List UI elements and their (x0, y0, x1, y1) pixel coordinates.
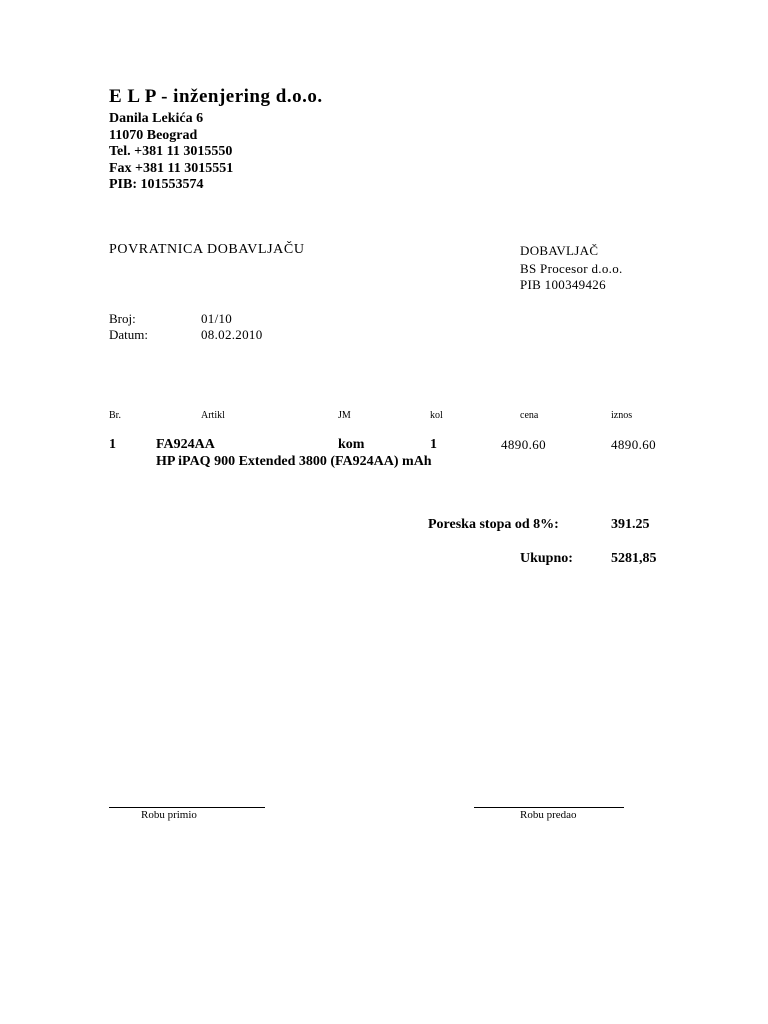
signature-line-received (109, 807, 265, 808)
datum-label: Datum: (109, 327, 148, 342)
row-jm: kom (338, 437, 365, 452)
company-tel: Tel. +381 11 3015550 (109, 144, 233, 159)
row-description: HP iPAQ 900 Extended 3800 (FA924AA) mAh (156, 454, 432, 469)
company-pib: PIB: 101553574 (109, 177, 204, 192)
signature-line-delivered (474, 807, 624, 808)
supplier-pib: PIB 100349426 (520, 277, 606, 292)
header-artikl: Artikl (201, 410, 225, 421)
company-city: 11070 Beograd (109, 128, 198, 143)
row-kol: 1 (430, 437, 437, 452)
row-artikl: FA924AA (156, 437, 215, 452)
header-iznos: iznos (611, 410, 633, 421)
company-name: E L P - inženjering d.o.o. (109, 86, 323, 107)
company-address: Danila Lekića 6 (109, 111, 204, 126)
header-jm: JM (338, 410, 351, 421)
tax-value: 391.25 (611, 517, 650, 532)
tax-label: Poreska stopa od 8%: (428, 517, 559, 532)
broj-value: 01/10 (201, 311, 233, 326)
header-kol: kol (430, 410, 443, 421)
supplier-name: BS Procesor d.o.o. (520, 261, 623, 276)
broj-label: Broj: (109, 311, 136, 326)
company-fax: Fax +381 11 3015551 (109, 161, 234, 176)
datum-value: 08.02.2010 (201, 327, 263, 342)
signature-received-label: Robu primio (141, 809, 197, 821)
row-br: 1 (109, 437, 116, 452)
row-iznos: 4890.60 (611, 437, 657, 452)
document-title: POVRATNICA DOBAVLJAČU (109, 242, 305, 257)
supplier-heading: DOBAVLJAČ (520, 243, 599, 258)
header-cena: cena (520, 410, 539, 421)
total-label: Ukupno: (520, 551, 573, 566)
header-br: Br. (109, 410, 121, 421)
row-cena: 4890.60 (501, 437, 547, 452)
total-value: 5281,85 (611, 551, 657, 566)
signature-delivered-label: Robu predao (520, 809, 577, 821)
